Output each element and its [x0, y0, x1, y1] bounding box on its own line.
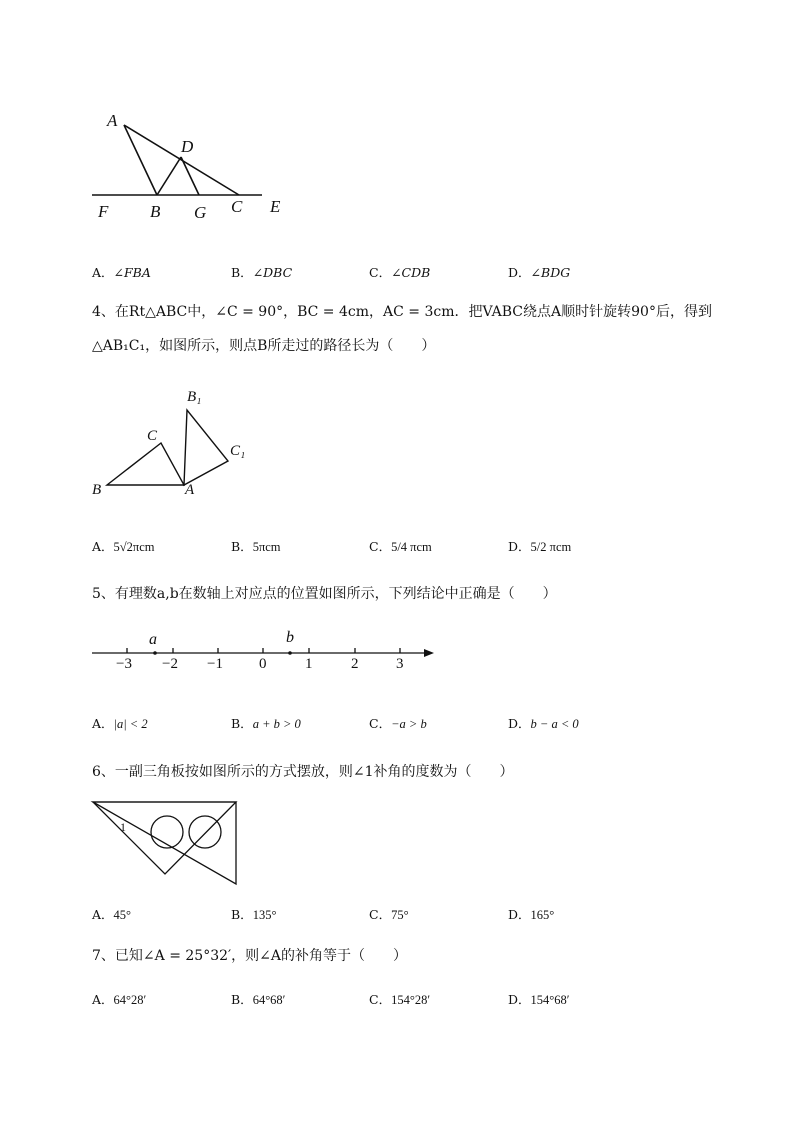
- q4-triangle-AB1C1: [184, 410, 228, 485]
- q6-option-d-text: 165°: [530, 908, 555, 922]
- q7-option-b[interactable]: [231, 990, 285, 1008]
- q5-option-c[interactable]: [369, 714, 427, 732]
- q4-label-B: B: [92, 482, 102, 498]
- q4-question-line1: 4、在Rt△ABC中，∠C = 90°，BC = 4cm，AC = 3cm．把VABC绕点A顺时针旋转90°后，得到: [92, 304, 712, 320]
- q3-label-E: E: [270, 197, 281, 216]
- q5-tick-label: 1: [305, 656, 313, 672]
- q4-triangle-ABC: [107, 443, 184, 485]
- q6-question: 6、一副三角板按如图所示的方式摆放，则∠1补角的度数为（ ）: [92, 764, 514, 780]
- q7-option-d-letter: D．: [508, 992, 531, 1007]
- q3-seg-BD: [157, 157, 181, 195]
- q3-option-c-text: ∠CDB: [391, 265, 431, 280]
- q6-option-a-letter: A．: [92, 907, 114, 922]
- q4-option-a-letter: A．: [92, 539, 114, 554]
- q6-option-a[interactable]: [92, 905, 131, 923]
- q4-option-c[interactable]: [369, 537, 432, 555]
- q6-angle-label: 1: [120, 820, 126, 834]
- q3-option-a-letter: A．: [92, 265, 114, 280]
- q4-option-b[interactable]: [231, 537, 281, 555]
- q5-option-d[interactable]: [508, 714, 579, 732]
- q5-tick-label: −1: [207, 656, 223, 672]
- q3-seg-DG: [181, 157, 199, 195]
- q6-option-c-letter: C．: [369, 907, 392, 922]
- q3-option-b[interactable]: [231, 263, 292, 281]
- q4-option-a[interactable]: [92, 537, 154, 555]
- q6-option-c-text: 75°: [391, 908, 409, 922]
- q5-label-b: b: [286, 629, 294, 646]
- q7-option-b-letter: B．: [231, 992, 253, 1007]
- q6-set-square-small: [93, 802, 236, 874]
- q5-option-a-letter: A．: [92, 716, 114, 731]
- q5-point-a: [153, 651, 157, 655]
- q5-tick-label: 0: [259, 656, 267, 672]
- q5-option-b-text: a + b > 0: [252, 717, 301, 731]
- q7-option-a[interactable]: [92, 990, 146, 1008]
- q6-circle-left: [151, 816, 183, 848]
- q7-option-a-letter: A．: [92, 992, 114, 1007]
- q7-option-c[interactable]: [369, 990, 430, 1008]
- q5-tick-label: −2: [162, 656, 178, 672]
- q3-option-d-text: ∠BDG: [530, 265, 571, 280]
- q5-point-b: [288, 651, 292, 655]
- q3-option-c-letter: C．: [369, 265, 392, 280]
- q7-option-c-text: 154°28′: [391, 993, 431, 1007]
- q3-seg-AC: [124, 125, 239, 195]
- q4-option-d[interactable]: [508, 537, 571, 555]
- q3-label-B: B: [150, 202, 161, 221]
- q5-option-d-letter: D．: [508, 716, 531, 731]
- q5-option-b[interactable]: [231, 714, 301, 732]
- q6-set-square-large: [93, 802, 236, 884]
- q4-label-B1: B₁: [187, 389, 202, 405]
- q3-option-b-text: ∠DBC: [252, 265, 293, 280]
- q4-label-A: A: [185, 482, 195, 498]
- q5-option-c-text: −a > b: [391, 717, 427, 731]
- q4-option-d-text: 5/2 πcm: [530, 540, 572, 554]
- q6-option-c[interactable]: [369, 905, 409, 923]
- q5-tick-label: −3: [116, 656, 132, 672]
- q3-option-c[interactable]: [369, 263, 430, 281]
- q5-option-b-letter: B．: [231, 716, 253, 731]
- q4-option-b-text: 5πcm: [252, 540, 281, 554]
- q6-circle-right: [189, 816, 221, 848]
- q3-option-d[interactable]: [508, 263, 570, 281]
- q5-option-c-letter: C．: [369, 716, 392, 731]
- q6-option-d-letter: D．: [508, 907, 531, 922]
- q3-option-d-letter: D．: [508, 265, 531, 280]
- q6-option-a-text: 45°: [113, 908, 132, 922]
- q6-option-d[interactable]: [508, 905, 554, 923]
- q5-axis-arrowhead: [424, 649, 434, 657]
- q3-label-F: F: [98, 202, 109, 221]
- q7-option-a-text: 64°28′: [113, 993, 147, 1007]
- q7-option-d-text: 154°68′: [530, 993, 570, 1007]
- q4-label-C: C: [147, 428, 158, 444]
- q7-option-c-letter: C．: [369, 992, 392, 1007]
- q4-option-b-letter: B．: [231, 539, 253, 554]
- q5-option-a-text: |a| < 2: [113, 717, 148, 731]
- q7-option-b-text: 64°68′: [252, 993, 286, 1007]
- q4-option-c-text: 5/4 πcm: [391, 540, 432, 554]
- q6-option-b-text: 135°: [252, 908, 277, 922]
- q4-option-c-letter: C．: [369, 539, 392, 554]
- q4-label-C1: C₁: [230, 443, 246, 459]
- q5-option-d-text: b − a < 0: [530, 717, 579, 731]
- q3-option-a-text: ∠FBA: [113, 265, 151, 280]
- q3-option-a[interactable]: [92, 263, 151, 281]
- q3-option-b-letter: B．: [231, 265, 253, 280]
- q6-option-b[interactable]: [231, 905, 276, 923]
- q7-question: 7、已知∠A = 25°32′，则∠A的补角等于（ ）: [92, 948, 408, 964]
- q5-option-a[interactable]: [92, 714, 148, 732]
- q3-seg-AB: [124, 125, 157, 195]
- q3-label-D: D: [181, 137, 194, 156]
- q3-label-G: G: [194, 203, 207, 222]
- q3-label-A: A: [107, 111, 118, 130]
- q6-option-b-letter: B．: [231, 907, 253, 922]
- q5-tick-label: 3: [396, 656, 404, 672]
- q4-option-a-text: 5√2πcm: [113, 540, 155, 554]
- q5-tick-label: 2: [351, 656, 359, 672]
- q7-option-d[interactable]: [508, 990, 570, 1008]
- q5-question: 5、有理数a,b在数轴上对应点的位置如图所示，下列结论中正确是（ ）: [92, 586, 557, 602]
- q4-option-d-letter: D．: [508, 539, 531, 554]
- q3-label-C: C: [231, 197, 243, 216]
- q5-label-a: a: [149, 631, 157, 648]
- q4-question-line2: △AB₁C₁，如图所示，则点B所走过的路径长为（ ）: [92, 338, 436, 354]
